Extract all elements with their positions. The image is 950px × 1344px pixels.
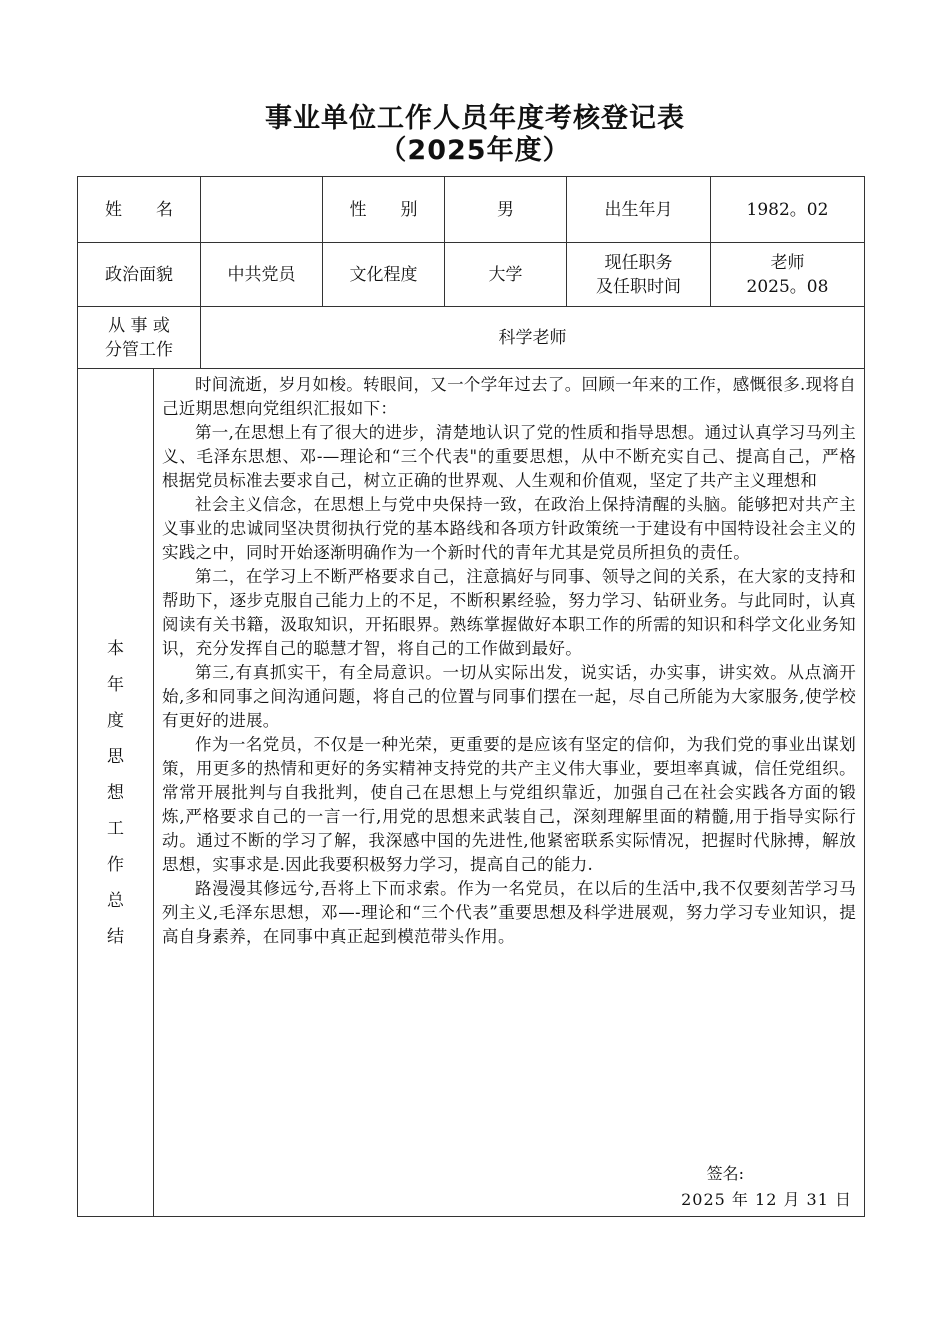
summary-paragraph: 第二，在学习上不断严格要求自己，注意搞好与同事、领导之间的关系，在大家的支持和帮助下，逐步克服自己能力上的不足，不断积累经验，努力学习、钻研业务。与此同时，认真阅读有关书籍，汲取知识，开拓眼界。熟练掌握做好本职工作的所需的知识和科学文化业务知识，充分发挥自己的聪慧才智，将自己的工作做到最好。 — [162, 567, 856, 658]
name-field[interactable] — [201, 177, 323, 243]
row-political-info — [78, 243, 865, 307]
political-label: 政治面貌 — [78, 243, 201, 307]
summary-paragraph: 作为一名党员，不仅是一种光荣，更重要的是应该有坚定的信仰，为我们党的事业出谋划策，用更多的热情和更好的务实精神支持党的共产主义伟大事业，要坦率真诚，信任党组织。常常开展批判与自我批判，使自己在思想上与党组织靠近，加强自己在社会实践各方面的锻炼,严格要求自己的一言一行,用党的思想来武装自己，深刻理解里面的精髓,用于指导实际行动。通过不断的学习了解，我深感中国的先进性,他紧密联系实际情况，把握时代脉搏，解放思想，实事求是.因此我要积极努力学习，提高自己的能力. — [162, 735, 856, 874]
page-title: 事业单位工作人员年度考核登记表 — [265, 103, 685, 134]
birth-value[interactable]: 1982。02 — [711, 177, 865, 243]
page-subtitle: （2025年度） — [379, 135, 571, 166]
position-label — [567, 243, 711, 307]
signature-date: 2025 年 12 月 31 日 — [681, 1190, 852, 1209]
summary-paragraph: 时间流逝，岁月如梭。转眼间，又一个学年过去了。回顾一年来的工作，感慨很多.现将自己近期思想向党组织汇报如下： — [162, 375, 856, 418]
work-label-line1: 从 事 或 — [108, 315, 170, 336]
summary-side-label-cell — [78, 369, 154, 1217]
position-value-line2: 2025。08 — [746, 276, 829, 297]
education-value[interactable]: 大学 — [445, 243, 567, 307]
position-value[interactable] — [711, 243, 865, 307]
birth-label: 出生年月 — [567, 177, 711, 243]
row-work-info — [78, 307, 865, 369]
name-label: 姓 名 — [78, 177, 201, 243]
gender-label: 性 别 — [323, 177, 445, 243]
summary-side-label: 本年度思想工作总结 — [107, 638, 124, 947]
work-label-line2: 分管工作 — [105, 339, 173, 360]
work-value[interactable]: 科学老师 — [201, 307, 865, 369]
row-summary — [78, 369, 865, 1217]
work-label — [78, 307, 201, 369]
summary-paragraph: 第一,在思想上有了很大的进步，清楚地认识了党的性质和指导思想。通过认真学习马列主义、毛泽东思想、邓-—理论和“三个代表"的重要思想，从中不断充实自己、提高自己，严格根据党员标准去要求自己，树立正确的世界观、人生观和价值观，坚定了共产主义理想和 — [162, 423, 856, 490]
signature-label: 签名: — [706, 1164, 744, 1183]
summary-content-cell[interactable] — [154, 369, 865, 1217]
gender-value[interactable]: 男 — [445, 177, 567, 243]
education-label: 文化程度 — [323, 243, 445, 307]
summary-paragraph: 社会主义信念，在思想上与党中央保持一致，在政治上保持清醒的头脑。能够把对共产主义事业的忠诚同坚决贯彻执行党的基本路线和各项方针政策统一于建设有中国特设社会主义的实践之中，同时开始逐渐明确作为一个新时代的青年尤其是党员所担负的责任。 — [162, 495, 856, 562]
political-value[interactable]: 中共党员 — [201, 243, 323, 307]
position-label-line2: 及任职时间 — [596, 276, 681, 297]
row-basic-info — [78, 177, 865, 243]
position-label-line1: 现任职务 — [604, 252, 673, 273]
registration-form-table — [77, 176, 865, 1217]
summary-paragraph: 路漫漫其修远兮,吾将上下而求索。作为一名党员，在以后的生活中,我不仅要刻苦学习马列主义,毛泽东思想，邓—-理论和“三个代表”重要思想及科学进展观，努力学习专业知识，提高自身素养，在同事中真正起到模范带头作用。 — [162, 879, 856, 946]
summary-body — [154, 369, 864, 949]
summary-paragraph: 第三,有真抓实干，有全局意识。一切从实际出发，说实话，办实事，讲实效。从点滴开始,多和同事之间沟通问题，将自己的位置与同事们摆在一起，尽自己所能为大家服务,使学校有更好的进展。 — [162, 663, 856, 730]
position-value-line1: 老师 — [770, 252, 805, 273]
